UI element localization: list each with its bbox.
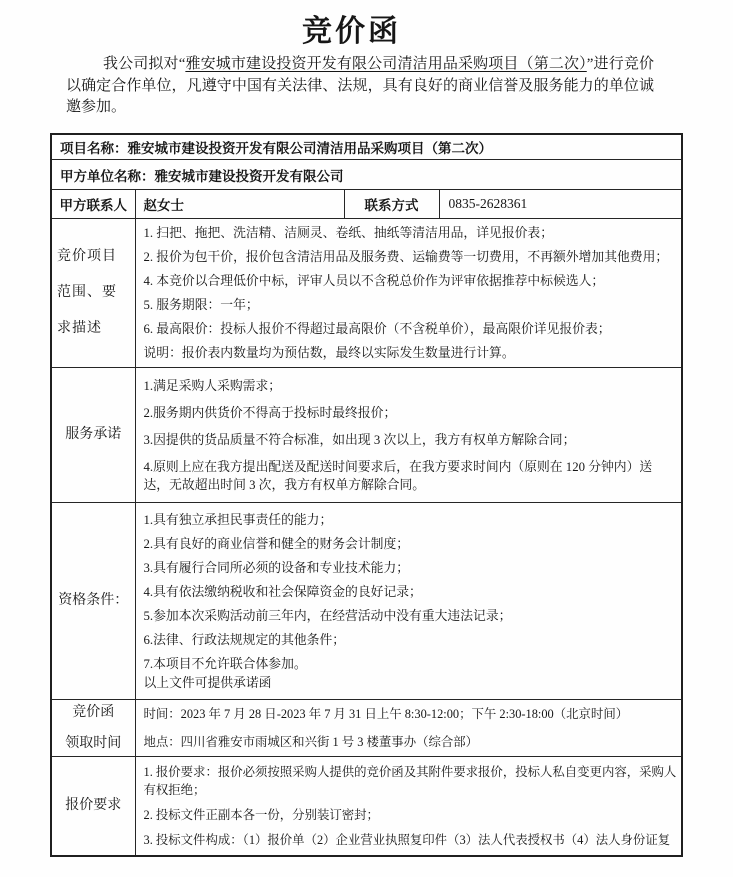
- project-name-underlined: 雅安城市建设投资开发有限公司清洁用品采购项目（第二次）: [185, 56, 587, 72]
- scope-content: [135, 219, 682, 368]
- cell-line: 1. 报价要求：报价必须按照采购人提供的竞价函及其附件要求报价，投标人私自变更内容，采购人有权拒绝；: [143, 764, 677, 797]
- cell-line: 2. 投标文件正副本各一份，分别装订密封；: [143, 807, 379, 822]
- party-a-row: [51, 160, 682, 190]
- cell-line: 6.法律、行政法规规定的其他条件；: [143, 632, 346, 647]
- cell-line: 5.参加本次采购活动前三年内，在经营活动中没有重大违法记录；: [143, 608, 512, 623]
- pickup-label-line1: 竞价函: [72, 704, 115, 720]
- cell-line: 时间：2023 年 7 月 28 日-2023 年 7 月 31 日上午 8:30-12:00；下午 2:30-18:00（北京时间）: [143, 707, 629, 721]
- phone-value: 0835-2628361: [439, 190, 682, 219]
- cell-line: 1.满足采购人采购需求；: [143, 378, 282, 393]
- service-label: 服务承诺: [51, 368, 135, 503]
- cell-line: 3.因提供的货品质量不符合标准，如出现 3 次以上，我方有权单方解除合同；: [143, 432, 576, 447]
- cell-line: 7.本项目不允许联合体参加。: [143, 656, 307, 671]
- service-content: [135, 368, 682, 503]
- cell-line: 6. 最高限价：投标人报价不得超过最高限价（不含税单价），最高限价详见报价表；: [143, 322, 611, 336]
- quotation-row: [51, 757, 682, 856]
- contact-row: [51, 190, 682, 219]
- service-row: [51, 368, 682, 503]
- cell-line: 4.原则上应在我方提出配送及配送时间要求后，在我方要求时间内（原则在 120 分钟内）送达，无故超出时间 3 次，我方有权单方解除合同。: [143, 459, 653, 492]
- qualification-row: [51, 503, 682, 700]
- quotation-label: 报价要求: [51, 757, 135, 856]
- intro-paragraph: [66, 54, 654, 119]
- document-title: 竞价函: [302, 15, 401, 48]
- cell-line: 5. 服务期限：一年；: [143, 298, 259, 312]
- cell-line: 2.服务期内供货价不得高于投标时最终报价；: [143, 405, 397, 420]
- intro-prefix: 我公司拟对“: [103, 56, 186, 72]
- pickup-label: [51, 700, 135, 757]
- party-a-cell: 甲方单位名称：雅安城市建设投资开发有限公司: [51, 160, 682, 190]
- cell-line: 2. 报价为包干价，报价包含清洁用品及服务费、运输费等一切费用，不再额外增加其他费用；: [143, 250, 669, 264]
- cell-line: 3. 投标文件构成：（1）报价单（2）企业营业执照复印件（3）法人代表授权书（4）法人身份证复: [143, 832, 671, 847]
- project-name-row: [51, 134, 682, 160]
- phone-label: 联系方式: [344, 190, 439, 219]
- cell-line: 2.具有良好的商业信誉和健全的财务会计制度；: [143, 536, 410, 551]
- qualification-content: [135, 503, 682, 700]
- cell-line: 说明：报价表内数量均为预估数，最终以实际发生数量进行计算。: [143, 346, 515, 360]
- scope-label: 竞价项目范围、要求描述: [51, 219, 135, 368]
- intro-suffix: ”进行竞价以确定合作单位，凡遵守中国有关法律、法规，具有良好的商业信誉及服务能力的单位诚邀参加。: [66, 56, 654, 115]
- cell-line: 3.具有履行合同所必须的设备和专业技术能力；: [143, 560, 410, 575]
- contact-label: 甲方联系人: [51, 190, 135, 219]
- project-name-cell: 项目名称：雅安城市建设投资开发有限公司清洁用品采购项目（第二次）: [51, 134, 682, 160]
- scope-row: [51, 219, 682, 368]
- pickup-label-line2: 领取时间: [65, 735, 122, 751]
- qualification-label: 资格条件：: [51, 503, 135, 700]
- quotation-content: [135, 757, 682, 856]
- contact-name: 赵女士: [135, 190, 344, 219]
- cell-line: 4. 本竞价以合理低价中标，评审人员以不含税总价作为评审依据推荐中标候选人；: [143, 274, 605, 288]
- cell-line: 1.具有独立承担民事责任的能力；: [143, 512, 333, 527]
- cell-line: 4.具有依法缴纳税收和社会保障资金的良好记录；: [143, 584, 422, 599]
- pickup-row: [51, 700, 682, 757]
- pickup-content: [135, 700, 682, 757]
- cell-line: 地点：四川省雅安市雨城区和兴街 1 号 3 楼董事办（综合部）: [143, 735, 479, 749]
- cell-line: 以上文件可提供承诺函: [143, 675, 272, 690]
- cell-line: 1. 扫把、拖把、洗洁精、洁厕灵、卷纸、抽纸等清洁用品，详见报价表；: [143, 226, 553, 240]
- bid-table: [50, 133, 683, 857]
